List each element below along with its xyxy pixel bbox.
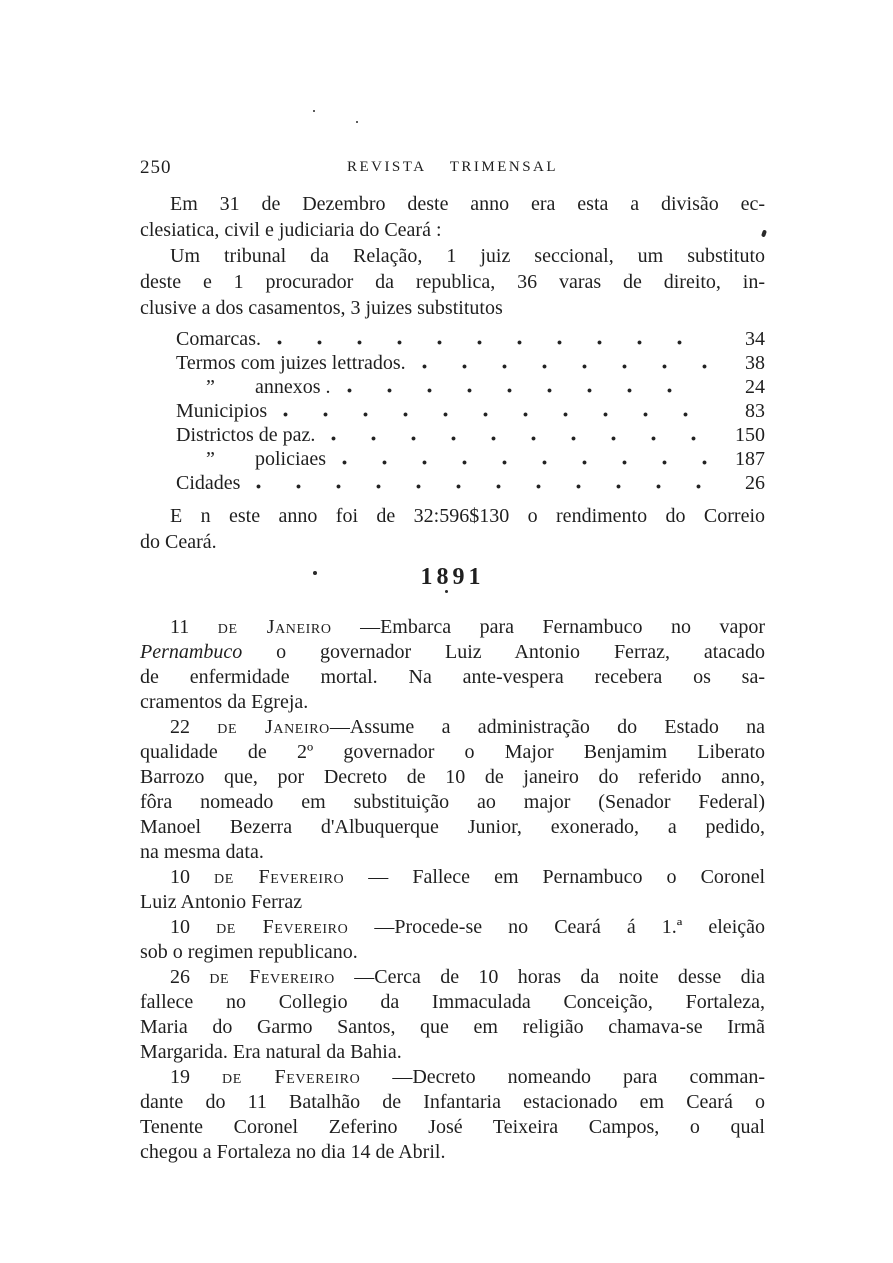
text-line xyxy=(140,1115,765,1140)
text-run: Barrozo que, por Decreto de 10 de janeiro do referido anno, xyxy=(140,766,765,788)
row-label: policiaes xyxy=(255,448,327,470)
text-run: o governador Luiz Antonio Ferraz, atacado xyxy=(242,641,765,663)
dot-leader xyxy=(342,460,707,465)
text-run: Tenente Coronel Zeferino José Teixeira Campos, o qual xyxy=(140,1116,765,1138)
text-run: sob o regimen republicano. xyxy=(140,941,358,963)
text-run: qualidade de 2º governador o Major Benjamim Liberato xyxy=(140,741,765,763)
text-line xyxy=(140,1015,765,1040)
text-line xyxy=(140,217,765,243)
text-run: fallece no Collegio da Immaculada Conceição, Fortaleza, xyxy=(140,991,765,1013)
text-run: 26 xyxy=(170,966,210,988)
date-smallcaps: de Janeiro xyxy=(217,716,330,738)
journal-title: REVISTA TRIMENSAL xyxy=(346,159,559,175)
dot-leader xyxy=(422,364,707,369)
text-run: —Procede-se no Ceará á 1.ª eleição xyxy=(348,916,765,938)
text-run: —Decreto nomeando para comman- xyxy=(360,1066,766,1088)
date-smallcaps: de Janeiro xyxy=(217,616,332,638)
row-label: Cidades xyxy=(176,472,241,494)
text-run: deste e 1 procurador da republica, 36 varas de direito, in- xyxy=(140,271,765,293)
row-value: 38 xyxy=(745,352,765,374)
text-run: clusive a dos casamentos, 3 juizes substitutos xyxy=(140,297,503,319)
date-smallcaps: de Fevereiro xyxy=(216,916,349,938)
intro-paragraphs xyxy=(140,191,765,321)
row-value: 26 xyxy=(745,472,765,494)
text-line xyxy=(140,615,765,640)
row-value: 187 xyxy=(735,448,765,470)
table-row xyxy=(140,375,765,399)
table-row xyxy=(140,351,765,375)
text-line xyxy=(140,940,765,965)
row-value: 83 xyxy=(745,400,765,422)
text-line xyxy=(140,640,765,665)
row-label: Comarcas. xyxy=(176,328,261,350)
text-line xyxy=(140,840,765,865)
text-line xyxy=(140,815,765,840)
text-line xyxy=(140,503,765,529)
text-line xyxy=(140,295,765,321)
text-run: na mesma data. xyxy=(140,841,264,863)
date-smallcaps: de Fevereiro xyxy=(209,966,335,988)
text-line xyxy=(140,1040,765,1065)
date-smallcaps: de Fevereiro xyxy=(214,866,345,888)
scan-artifact-speck xyxy=(445,590,448,593)
dot-leader xyxy=(331,436,707,441)
row-label: Termos com juizes lettrados. xyxy=(176,352,406,374)
text-run: cramentos da Egreja. xyxy=(140,691,309,713)
dot-leader xyxy=(347,388,707,393)
ditto-mark: ” xyxy=(206,448,215,470)
year-heading: 1891 xyxy=(420,564,485,590)
text-run: —Embarca para Fernambuco no vapor xyxy=(331,616,765,638)
text-run: 10 xyxy=(170,916,217,938)
text-line xyxy=(140,1140,765,1165)
row-label: Municipios xyxy=(176,400,268,422)
page-body xyxy=(140,178,765,1165)
text-line xyxy=(140,269,765,295)
text-run: dante do 11 Batalhão de Infantaria estacionado em Ceará o xyxy=(140,1091,765,1113)
text-run: clesiatica, civil e judiciaria do Ceará : xyxy=(140,219,442,241)
date-smallcaps: de Fevereiro xyxy=(222,1066,361,1088)
events-paragraphs xyxy=(140,615,765,1165)
row-value: 150 xyxy=(735,424,765,446)
text-line xyxy=(140,740,765,765)
text-run: 10 xyxy=(170,866,215,888)
text-line xyxy=(140,690,765,715)
text-line xyxy=(140,243,765,269)
text-line xyxy=(140,715,765,740)
text-run: Um tribunal da Relação, 1 juiz seccional, um substituto xyxy=(170,245,765,267)
row-label: annexos . xyxy=(255,376,331,398)
text-line xyxy=(140,890,765,915)
text-run: chegou a Fortaleza no dia 14 de Abril. xyxy=(140,1141,446,1163)
table-row xyxy=(140,399,765,423)
dot-leader xyxy=(283,412,707,417)
text-run: Maria do Garmo Santos, que em religião chamava-se Irmã xyxy=(140,1016,765,1038)
row-value: 34 xyxy=(745,328,765,350)
text-line xyxy=(140,790,765,815)
text-run: Manoel Bezerra d'Albuquerque Junior, exonerado, a pedido, xyxy=(140,816,765,838)
dot-leader xyxy=(256,484,707,489)
table-row xyxy=(140,447,765,471)
text-line xyxy=(140,191,765,217)
text-run: —Cerca de 10 horas da noite desse dia xyxy=(334,966,766,988)
text-line xyxy=(140,1090,765,1115)
text-run: 11 xyxy=(170,616,218,638)
revenue-paragraph xyxy=(140,503,765,555)
dot-leader xyxy=(277,340,707,345)
text-run: Luiz Antonio Ferraz xyxy=(140,891,303,913)
text-run: Margarida. Era natural da Bahia. xyxy=(140,1041,402,1063)
scan-artifact-speck xyxy=(761,230,767,238)
text-run: — Fallece em Pernambuco o Coronel xyxy=(344,866,765,888)
scan-artifact-speck xyxy=(356,121,358,123)
scan-artifact-speck xyxy=(313,110,315,112)
text-run: do Ceará. xyxy=(140,531,217,553)
text-line xyxy=(140,990,765,1015)
italic-text: Pernambuco xyxy=(140,641,243,663)
text-line xyxy=(140,529,765,555)
running-header xyxy=(140,157,765,179)
text-run: 19 xyxy=(170,1066,223,1088)
text-run: —Assume a administração do Estado na xyxy=(329,716,765,738)
text-line xyxy=(140,1065,765,1090)
text-run: de enfermidade mortal. Na ante-vespera recebera os sa- xyxy=(140,666,765,688)
row-value: 24 xyxy=(745,376,765,398)
text-run: Em 31 de Dezembro deste anno era esta a divisão ec- xyxy=(170,193,765,215)
text-line xyxy=(140,665,765,690)
division-statistics-list xyxy=(140,327,765,495)
text-run: 22 xyxy=(170,716,218,738)
table-row xyxy=(140,423,765,447)
ditto-mark: ” xyxy=(206,376,215,398)
table-row xyxy=(140,327,765,351)
text-line xyxy=(140,865,765,890)
scan-artifact-speck xyxy=(313,571,317,575)
row-label: Districtos de paz. xyxy=(176,424,316,446)
page-number: 250 xyxy=(140,157,172,178)
text-run: fôra nomeado em substituição ao major (Senador Federal) xyxy=(140,791,765,813)
text-line xyxy=(140,965,765,990)
table-row xyxy=(140,471,765,495)
text-run: E n este anno foi de 32:596$130 o rendimento do Correio xyxy=(170,505,765,527)
text-line xyxy=(140,915,765,940)
text-line xyxy=(140,765,765,790)
